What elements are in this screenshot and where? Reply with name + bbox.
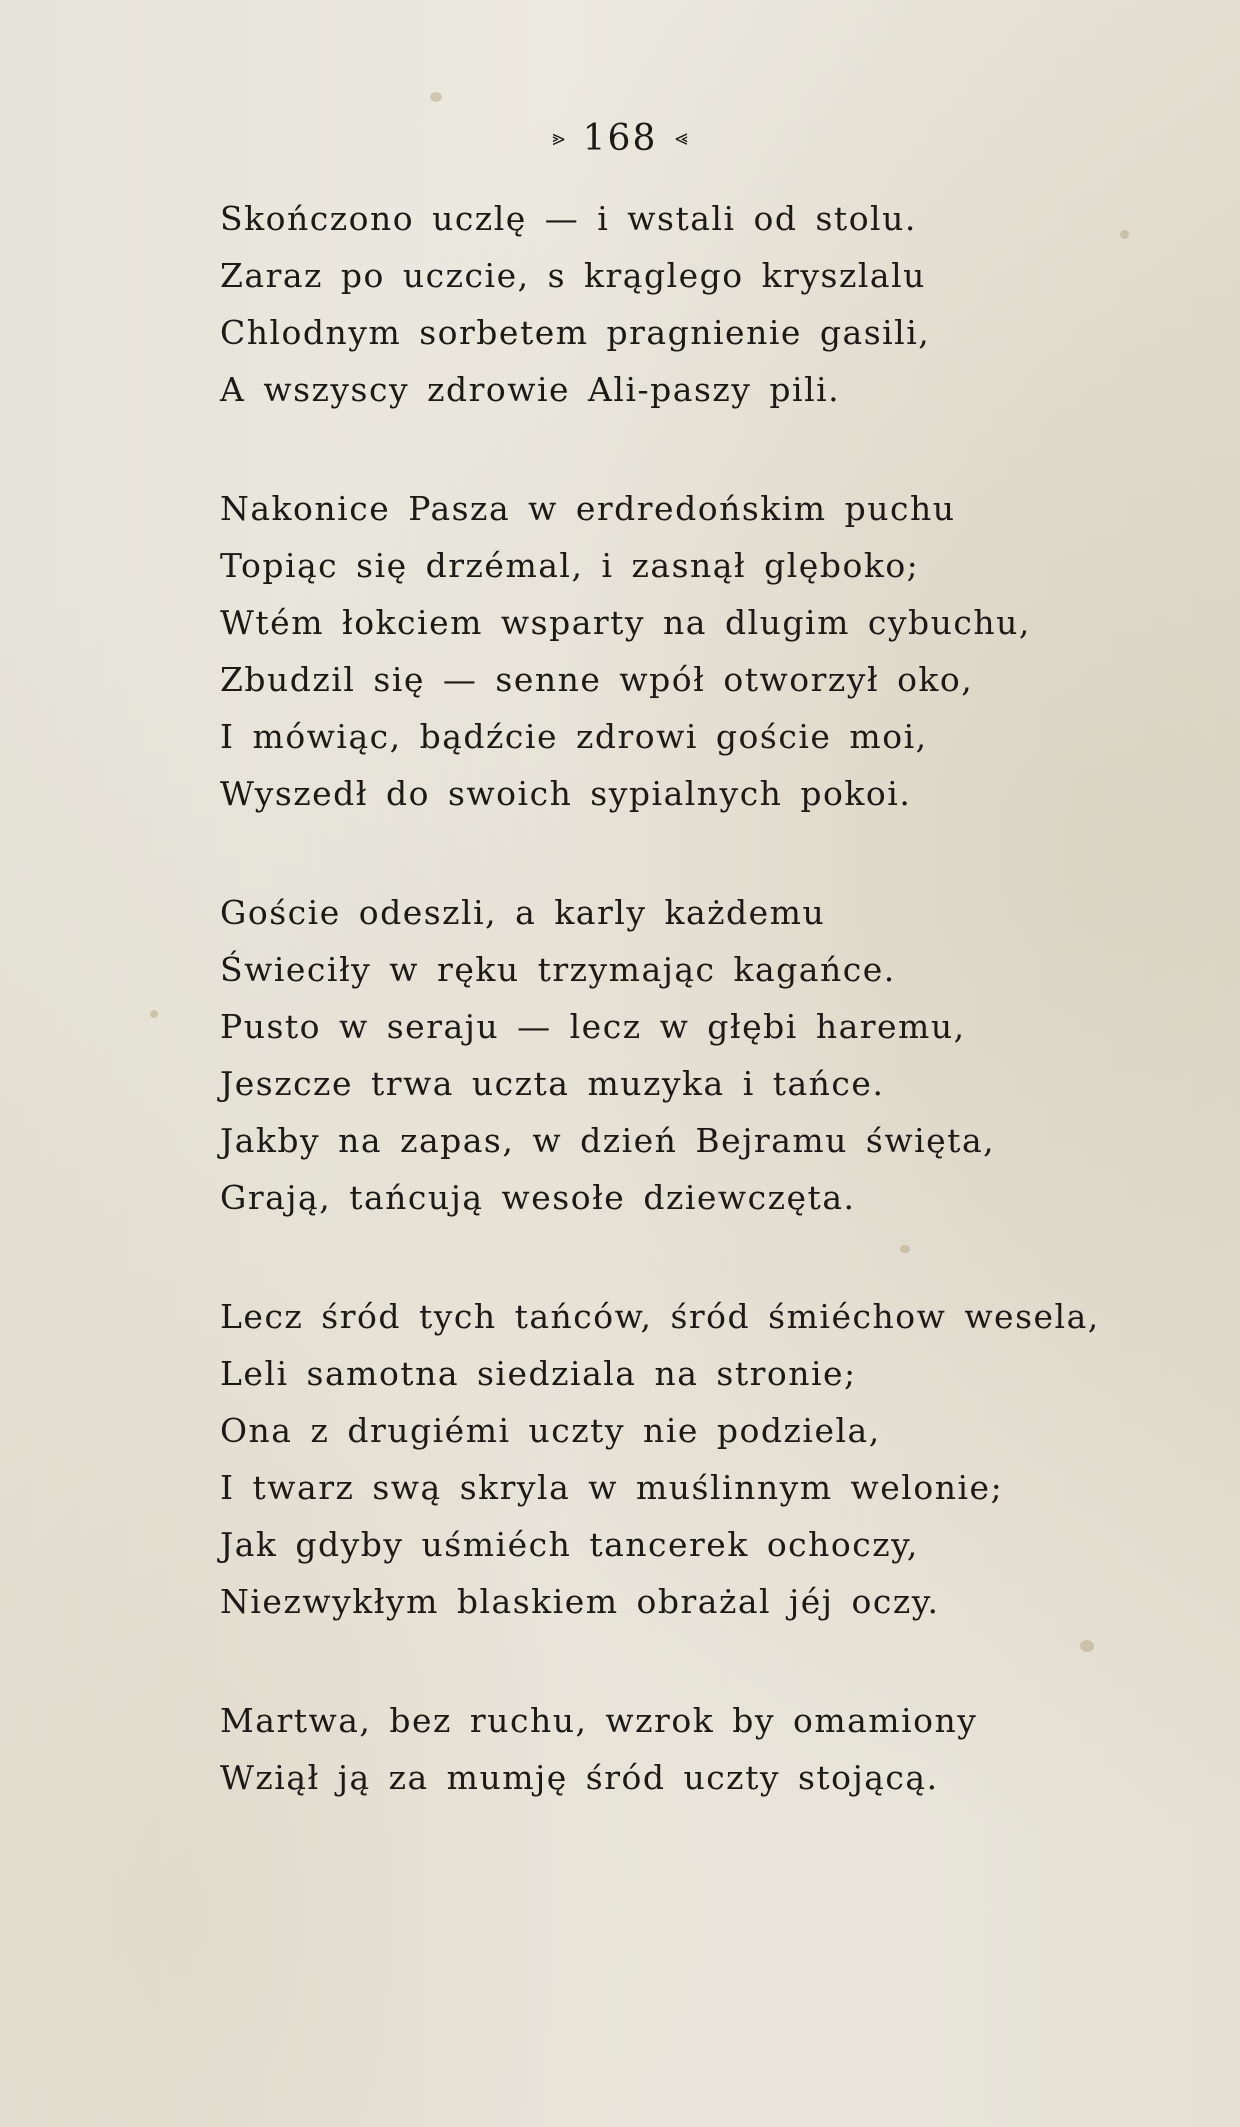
verse-line: Chlodnym sorbetem pragnienie gasili, bbox=[220, 313, 931, 352]
ornament-left-icon: ⪢ bbox=[552, 126, 565, 151]
verse-line: Pusto w seraju — lecz w głębi haremu, bbox=[220, 1007, 966, 1046]
poem-body bbox=[220, 190, 1120, 1868]
verse-line: Wziął ją za mumję śród uczty stojącą. bbox=[220, 1758, 939, 1797]
verse-line: Grają, tańcują wesołe dziewczęta. bbox=[220, 1178, 856, 1217]
verse-line: Ona z drugiémi uczty nie podziela, bbox=[220, 1411, 881, 1450]
page-header bbox=[0, 118, 1240, 159]
verse-line: Wyszedł do swoich sypialnych pokoi. bbox=[220, 774, 912, 813]
verse-line: Jak gdyby uśmiéch tancerek ochoczy, bbox=[220, 1525, 919, 1564]
verse-line: Nakonice Pasza w erdredońskim puchu bbox=[220, 489, 956, 528]
verse-line: Świeciły w ręku trzymając kagańce. bbox=[220, 950, 896, 989]
verse-line: Topiąc się drzémal, i zasnął glęboko; bbox=[220, 546, 920, 585]
verse-line: Leli samotna siedziala na stronie; bbox=[220, 1354, 857, 1393]
stanza bbox=[220, 884, 1120, 1226]
verse-line: Goście odeszli, a karly każdemu bbox=[220, 893, 826, 932]
verse-line: Wtém łokciem wsparty na dlugim cybuchu, bbox=[220, 603, 1031, 642]
verse-line: I mówiąc, bądźcie zdrowi goście moi, bbox=[220, 717, 928, 756]
stanza bbox=[220, 480, 1120, 822]
verse-line: Jakby na zapas, w dzień Bejramu święta, bbox=[220, 1121, 996, 1160]
paper-stain bbox=[430, 92, 442, 102]
verse-line: A wszyscy zdrowie Ali-paszy pili. bbox=[220, 370, 841, 409]
stanza bbox=[220, 1692, 1120, 1806]
verse-line: Jeszcze trwa uczta muzyka i tańce. bbox=[220, 1064, 885, 1103]
stanza bbox=[220, 190, 1120, 418]
paper-stain bbox=[150, 1010, 158, 1018]
verse-line: Zaraz po uczcie, s krąglego kryszlalu bbox=[220, 256, 926, 295]
verse-line: Lecz śród tych tańców, śród śmiéchow wesela, bbox=[220, 1297, 1100, 1336]
verse-line: I twarz swą skryla w muślinnym welonie; bbox=[220, 1468, 1004, 1507]
verse-line: Zbudzil się — senne wpół otworzył oko, bbox=[220, 660, 974, 699]
verse-line: Skończono uczlę — i wstali od stolu. bbox=[220, 199, 917, 238]
verse-line: Niezwykłym blaskiem obrażal jéj oczy. bbox=[220, 1582, 940, 1621]
ornament-right-icon: ⪡ bbox=[675, 126, 688, 151]
page-number: 168 bbox=[582, 118, 658, 159]
paper-stain bbox=[1120, 230, 1129, 239]
verse-line: Martwa, bez ruchu, wzrok by omamiony bbox=[220, 1701, 978, 1740]
stanza bbox=[220, 1288, 1120, 1630]
